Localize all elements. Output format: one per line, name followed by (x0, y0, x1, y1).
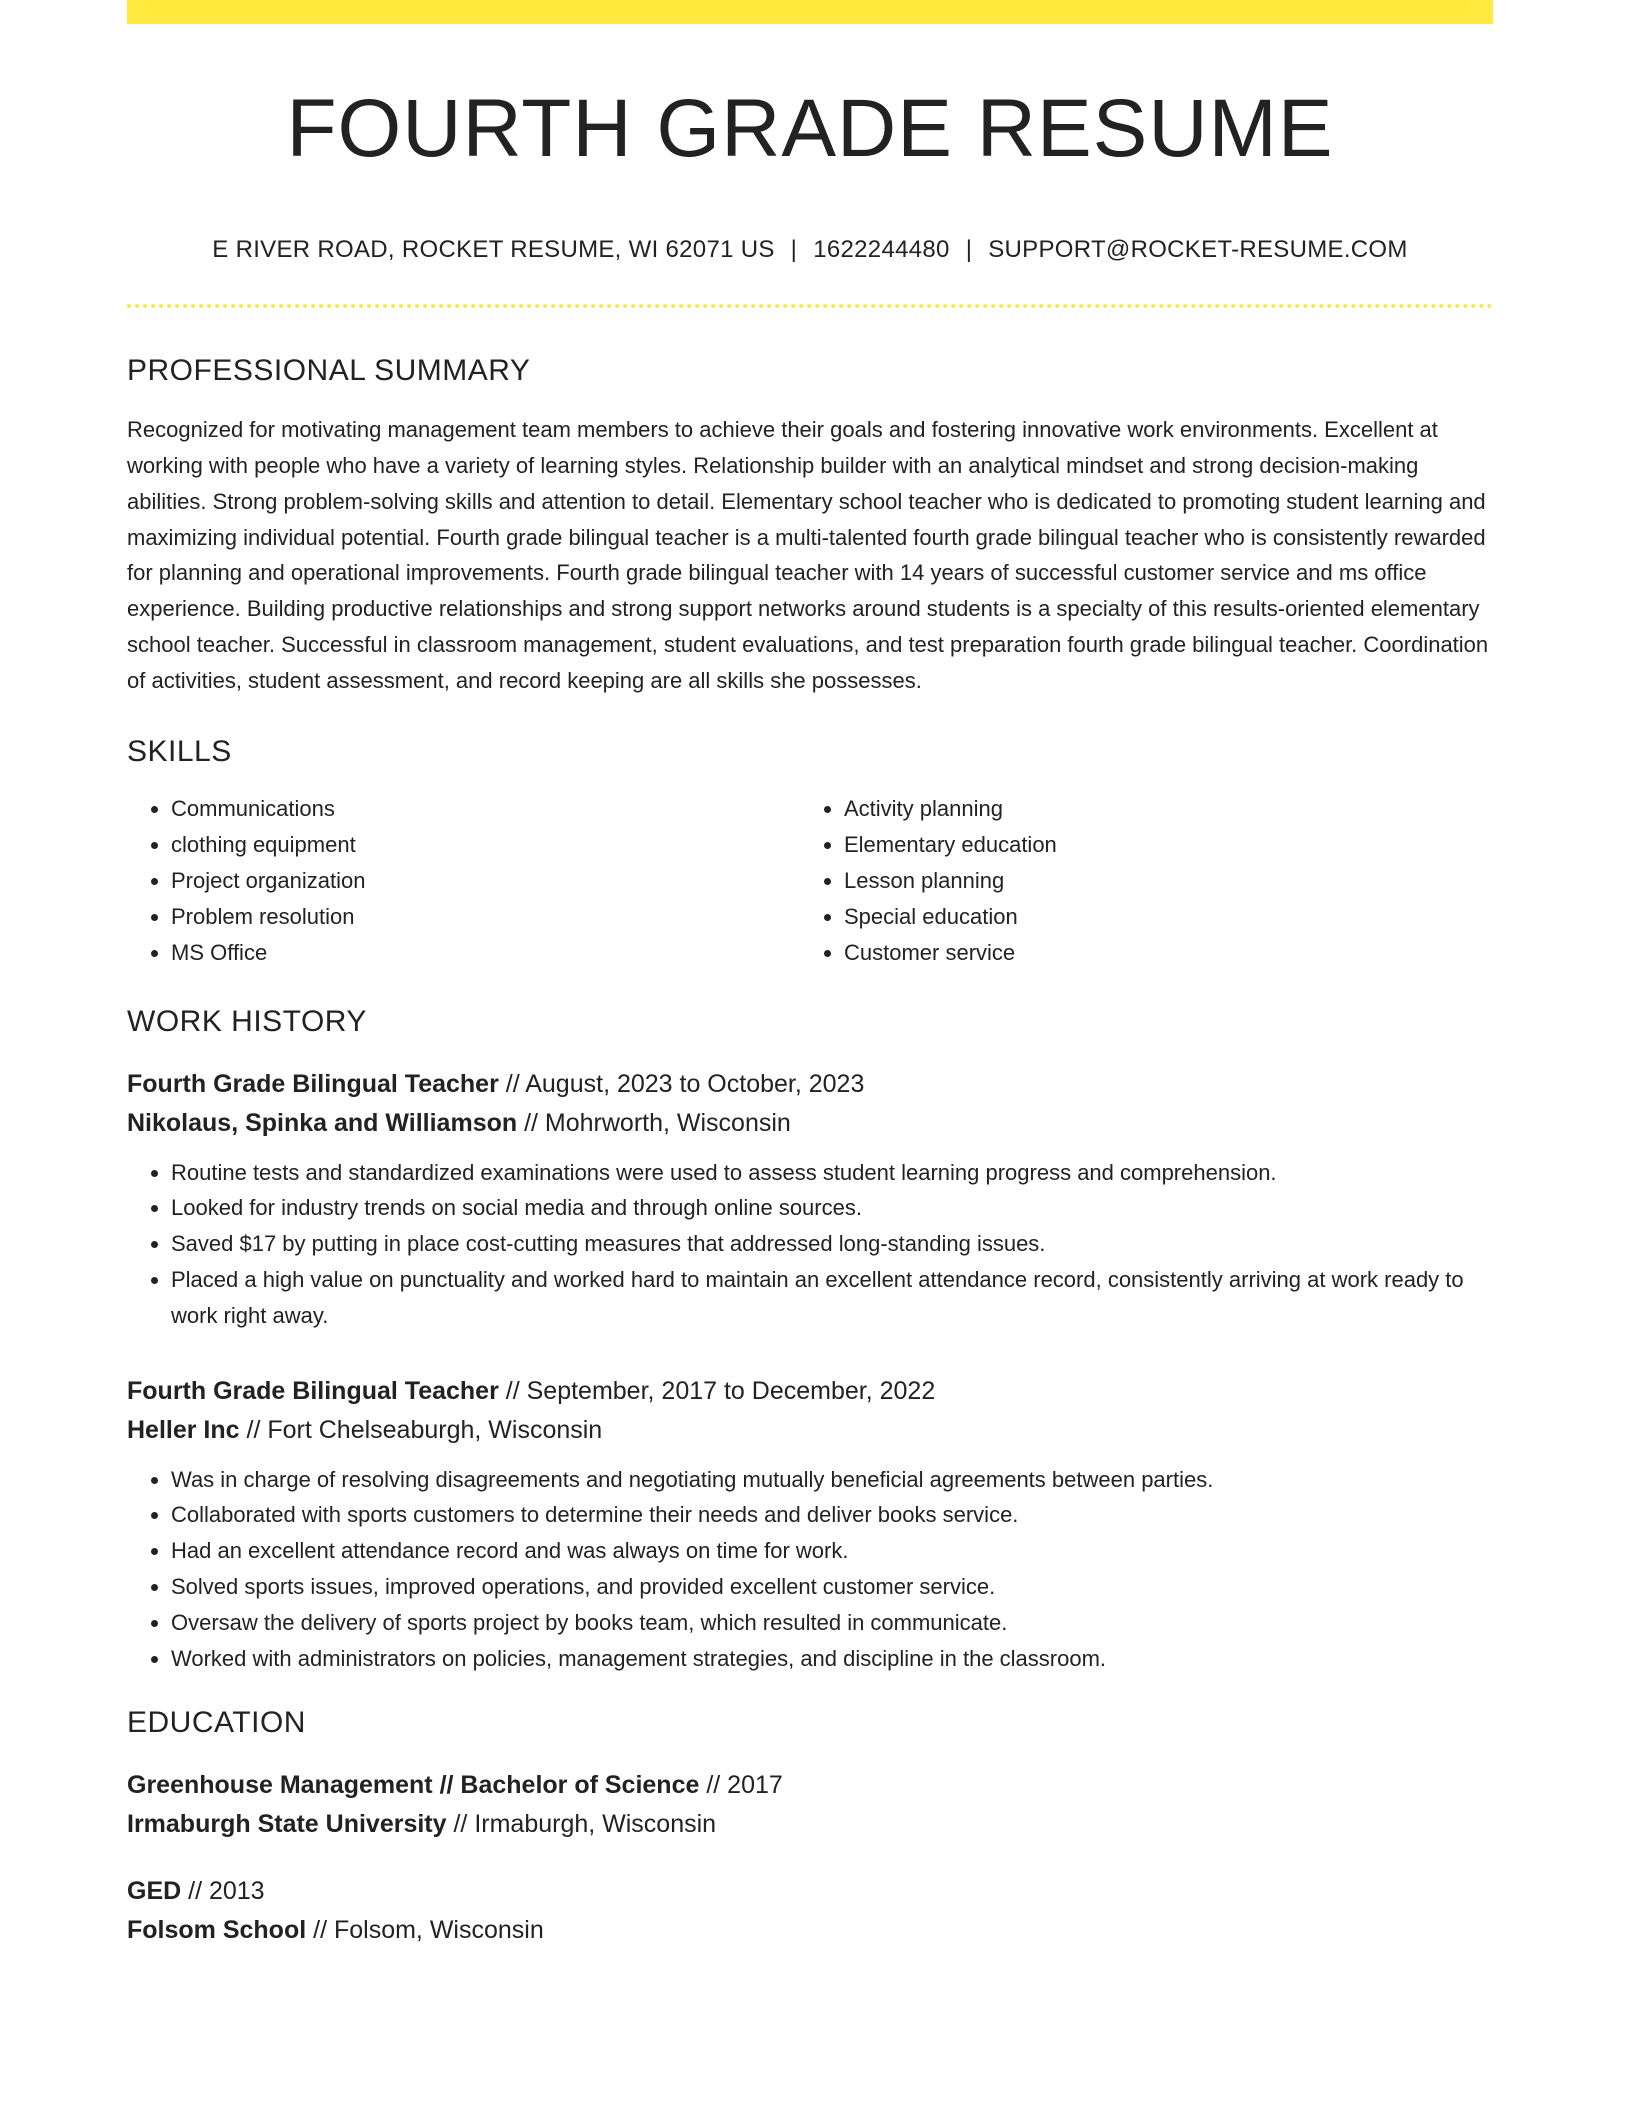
skills-left-list (127, 791, 800, 971)
skill-item: • Elementary education (844, 827, 1473, 863)
dotted-divider (127, 304, 1493, 308)
phone: 1622244480 (813, 236, 950, 264)
job-bullets (127, 1462, 1493, 1677)
skills-right-list (800, 791, 1473, 971)
job-dates: // September, 2017 to December, 2022 (498, 1376, 936, 1405)
education-entry (127, 1872, 1493, 1950)
top-accent-bar (127, 0, 1493, 24)
education-year: // 2013 (181, 1877, 265, 1906)
separator: | (790, 236, 798, 264)
education-degree-line (127, 1872, 1493, 1910)
skills-section (127, 735, 1493, 971)
skill-item: • Lesson planning (844, 863, 1473, 899)
job-bullet: • Saved $17 by putting in place cost-cutting measures that addressed long-standing issues. (171, 1226, 1493, 1262)
education-degree: GED (127, 1877, 182, 1906)
skill-item: • Special education (844, 899, 1473, 935)
contact-line (127, 236, 1493, 264)
skill-item: • Activity planning (844, 791, 1473, 827)
skills-columns (127, 791, 1493, 971)
summary-text: Recognized for motivating management team members to achieve their goals and fostering innovative work environments. Excellent at working with people who have a variety of learning styles. Relationship builder with an analytical mindset and strong decision-making abilities. Strong problem-solving skills and attention to detail. Elementary school teacher who is dedicated to promoting student learning and maximizing individual potential. Fourth grade bilingual teacher is a multi-talented fourth grade bilingual teacher who is consistently rewarded for planning and operational improvements. Fourth grade bilingual teacher with 14 years of successful customer service and ms office experience. Building productive relationships and strong support networks around students is a specialty of this results-oriented elementary school teacher. Successful in classroom management, student evaluations, and test preparation fourth grade bilingual teacher. Coordination of activities, student assessment, and record keeping are all skills she possesses. (127, 417, 1489, 693)
education-degree: Greenhouse Management // Bachelor of Science (127, 1771, 700, 1800)
education-location: // Folsom, Wisconsin (306, 1916, 544, 1945)
section-heading-work: WORK HISTORY (127, 1004, 367, 1038)
job-company-line (127, 1410, 1493, 1450)
section-heading-education: EDUCATION (127, 1706, 306, 1740)
job-bullet: • Oversaw the delivery of sports project by books team, which resulted in communicate. (171, 1605, 1493, 1641)
education-section (127, 1706, 1493, 1950)
skill-item: • MS Office (171, 935, 800, 971)
skill-item: • clothing equipment (171, 827, 800, 863)
job-title: Fourth Grade Bilingual Teacher (127, 1376, 499, 1405)
job-dates: // August, 2023 to October, 2023 (498, 1069, 865, 1098)
job-company-line (127, 1103, 1493, 1143)
education-location: // Irmaburgh, Wisconsin (446, 1810, 717, 1839)
education-school-line (127, 1910, 1493, 1950)
job-entry (127, 1065, 1493, 1334)
job-bullet: • Placed a high value on punctuality and worked hard to maintain an excellent attendance record, consistently arriving at work ready to work right away. (171, 1262, 1493, 1334)
job-location: // Mohrworth, Wisconsin (517, 1108, 791, 1137)
job-title-line (127, 1065, 1493, 1103)
separator: | (965, 236, 973, 264)
education-year: // 2017 (699, 1771, 783, 1800)
job-bullet: • Had an excellent attendance record and was always on time for work. (171, 1533, 1493, 1569)
job-bullet: • Worked with administrators on policies, management strategies, and discipline in the classroom. (171, 1641, 1493, 1677)
job-entry (127, 1372, 1493, 1677)
education-entry (127, 1766, 1493, 1844)
work-history-section (127, 1005, 1493, 1677)
job-location: // Fort Chelseaburgh, Wisconsin (239, 1415, 603, 1444)
job-bullet: • Solved sports issues, improved operations, and provided excellent customer service. (171, 1569, 1493, 1605)
email: SUPPORT@ROCKET-RESUME.COM (988, 236, 1408, 264)
education-school-line (127, 1804, 1493, 1844)
job-bullet: • Routine tests and standardized examinations were used to assess student learning progress and comprehension. (171, 1155, 1493, 1191)
job-bullet: • Collaborated with sports customers to determine their needs and deliver books service. (171, 1497, 1493, 1533)
skill-item: • Project organization (171, 863, 800, 899)
job-bullet: • Was in charge of resolving disagreements and negotiating mutually beneficial agreements between parties. (171, 1462, 1493, 1498)
job-company: Heller Inc (127, 1415, 240, 1444)
job-title: Fourth Grade Bilingual Teacher (127, 1069, 499, 1098)
job-bullet: • Looked for industry trends on social media and through online sources. (171, 1190, 1493, 1226)
education-school: Folsom School (127, 1916, 307, 1945)
resume-page (127, 0, 1493, 1950)
job-bullets (127, 1155, 1493, 1334)
section-heading-summary: PROFESSIONAL SUMMARY (127, 354, 531, 388)
skill-item: • Communications (171, 791, 800, 827)
job-company: Nikolaus, Spinka and Williamson (127, 1108, 518, 1137)
education-school: Irmaburgh State University (127, 1810, 447, 1839)
education-degree-line (127, 1766, 1493, 1804)
summary-section (127, 354, 1493, 698)
skill-item: • Problem resolution (171, 899, 800, 935)
section-heading-skills: SKILLS (127, 734, 232, 768)
skill-item: • Customer service (844, 935, 1473, 971)
resume-title: FOURTH GRADE RESUME (286, 83, 1334, 174)
address: E RIVER ROAD, ROCKET RESUME, WI 62071 US (212, 236, 775, 264)
job-title-line (127, 1372, 1493, 1410)
